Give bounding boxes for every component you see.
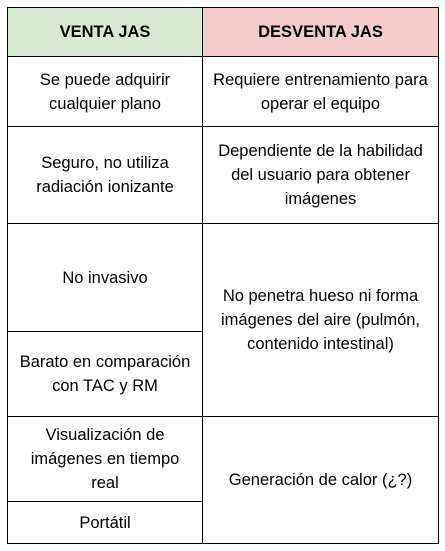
advantage-cell: Barato en comparación con TAC y RM bbox=[8, 332, 203, 417]
header-row bbox=[8, 8, 439, 57]
disadvantages-header: DESVENTA JAS bbox=[203, 8, 439, 57]
advantages-disadvantages-table bbox=[7, 7, 439, 544]
disadvantage-cell-emphasized: No penetra hueso ni forma imágenes del aire (pulmón, contenido intestinal) bbox=[203, 224, 439, 417]
advantage-cell: Portátil bbox=[8, 502, 203, 544]
advantage-cell: Visualización de imágenes en tiempo real bbox=[8, 417, 203, 502]
table-row bbox=[8, 417, 439, 502]
advantage-cell: Se puede adquirir cualquier plano bbox=[8, 57, 203, 127]
advantage-cell: No invasivo bbox=[8, 224, 203, 332]
disadvantage-cell: Requiere entrenamiento para operar el equipo bbox=[203, 57, 439, 127]
table-row bbox=[8, 127, 439, 224]
advantages-header: VENTA JAS bbox=[8, 8, 203, 57]
disadvantage-cell: Generación de calor (¿?) bbox=[203, 417, 439, 544]
disadvantage-cell: Dependiente de la habilidad del usuario para obtener imágenes bbox=[203, 127, 439, 224]
table-row bbox=[8, 57, 439, 127]
advantage-cell: Seguro, no utiliza radiación ionizante bbox=[8, 127, 203, 224]
table-row bbox=[8, 224, 439, 332]
